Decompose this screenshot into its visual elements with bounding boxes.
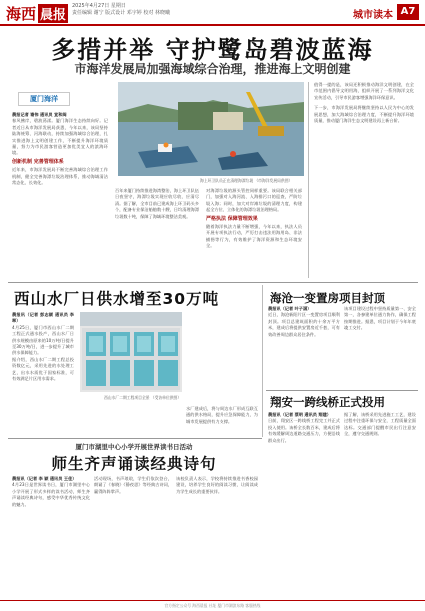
bridge-byline: 晨报讯（记者 蔡明 通讯员 翔建） [268, 412, 331, 417]
newspaper-logo [6, 3, 68, 24]
section-title: 城市读本 [353, 10, 393, 21]
lead-text-1b: 近年来，市海洋发展局不断完善海域综合治理工作机制，健全完善海漂垃圾治理体系，推动海域清洁常态化、长效化。 [12, 167, 108, 186]
port-text-2: 该项目建设过程中坚持质量第一、安全第一，各参建单位通力协作，确保工程按期推进。据悉，项目计划于今年年底竣工交付。 [344, 306, 416, 331]
port-headline: 海沧一变置房项目封顶 [270, 291, 385, 305]
bridge-text-2: 据了解，该桥采用先进施工工艺，建设过程中注重环保与安全，工程质量全面达标。交通部门提醒市民出行注意安全，遵守交通规则。 [344, 412, 416, 437]
lead-headline: 多措并举 守护鹭岛碧波蓝海 [51, 36, 374, 64]
lead-photo-caption: 海上环卫队员正在清理海漂垃圾 （市海洋发展局供图） [200, 178, 293, 183]
bridge-text-1: 日前，翔安区一跨线桥工程完工并正式投入使用。该桥全长数百米，建成后将有效缓解周边道路交通压力，方便沿线群众出行。 [268, 418, 340, 443]
water-plant-photo [80, 312, 182, 392]
water-photo-caption: 西山水厂二期工程项目全景 （受访单位供图） [104, 395, 182, 400]
issue-date: 2025年4月27日 星期日 [72, 3, 126, 9]
poetry-column-2 [94, 476, 172, 596]
port-column-2 [344, 306, 416, 388]
lead-byline: 晨报记者 谢伟 通讯员 宣和闽 [12, 112, 67, 117]
column-divider [308, 82, 309, 278]
lead-text-4: 值得一提的是，该局还积极推动海洋文明创建，在全市范围内倡导文明用海，组织开展了一系列海洋文化宣传活动，引导市民游客增强海洋环保意识。 [314, 82, 414, 100]
water-text-1: 4月25日，厦门市西山水厂二期工程正式通水投产，西山水厂日供水规模由原来的10万吨/日提升至30万吨/日，进一步提升了城市供水保障能力。 [12, 324, 74, 356]
port-text-1: 近日，海沧新阳片区一变置房项目顺利封顶。项目总建筑面积约十余万平方米，建成后将提供安置房近千套，可有效改善周边群众居住条件。 [268, 312, 340, 337]
poetry-kicker: 厦门市湖里中心小学开展世界读书日活动 [75, 443, 193, 451]
masthead [0, 0, 425, 26]
logo-box: 晨报 [38, 4, 68, 23]
bridge-column-2 [344, 412, 416, 596]
water-text-3: 水厂建成后，将与周边水厂形成互联互通的供水格局，提升应急保障能力，为城市发展提供有力支撑。 [186, 406, 258, 424]
bridge-headline: 翔安一跨线桥正式投用 [270, 395, 385, 409]
lead-subhead-2: 严格执法 保障管理效果 [206, 215, 258, 222]
lead-text-3b: 随着海洋执法力量不断增强，今年以来，执法人员开展专项执法行动，严厉打击违法用海用岛、非法捕捞等行为，有效维护了海洋资源和生态环境安全。 [206, 224, 302, 249]
water-column-1 [12, 312, 74, 434]
logo-text: 海西 [6, 5, 37, 23]
water-text-2: 据介绍，西山水厂二期工程总投资数亿元，采用先进的水处理工艺，出水水质优于国家标准，可有效满足片区用水需求。 [12, 356, 74, 382]
lead-column-4 [314, 82, 414, 278]
poetry-text-1: 4月23日是世界读书日，厦门市湖里中心小学开展了形式多样的读书活动，师生齐声诵读经典诗句，感受中华优秀传统文化的魅力。 [12, 482, 90, 507]
poetry-text-2: 活动现场，书声琅琅，学生们依次登台，朗诵了《春晓》《静夜思》等经典古诗词，赢得阵阵掌声。 [94, 476, 172, 494]
lead-subheadline: 市海洋发展局加强海域综合治理，推进海上文明创建 [74, 62, 351, 76]
poetry-byline: 晨报讯（记者 李 颖 通讯员 王佳） [12, 476, 77, 481]
poetry-headline: 师生齐声诵读经典诗句 [51, 455, 217, 473]
port-byline: 晨报讯（记者 叶子涵） [268, 306, 312, 311]
water-plant-headline: 西山水厂日供水增至30万吨 [14, 290, 220, 308]
port-column-1 [268, 306, 340, 388]
lead-column-3 [206, 188, 302, 278]
poetry-text-3: 该校负责人表示，学校将持续推进书香校园建设，培养学生良好的阅读习惯，让阅读成为学生成长的重要伙伴。 [176, 476, 258, 494]
xiamen-ocean-badge: 厦门海洋 [18, 92, 70, 106]
masthead-meta [72, 3, 170, 17]
water-tanks-photo [80, 312, 182, 392]
bridge-column-1 [268, 412, 340, 596]
section-rule-2 [8, 438, 262, 439]
lead-text-4b: 下一步，市海洋发展局将继续坚持以人民为中心的发展思想，加大海域综合治理力度，不断提升海洋环境质量，推动厦门海洋生态文明建设再上新台阶。 [314, 105, 414, 124]
editor-credits: 责任编辑 谢宁 版式设计 邓宇婷 校对 林晓曦 [72, 10, 170, 16]
page-number: A7 [397, 4, 419, 20]
section-rule-1 [8, 282, 418, 283]
harbor-cleanup-photo [118, 82, 304, 176]
poetry-column-3 [176, 476, 258, 596]
lead-column-1 [12, 112, 108, 278]
water-column-3 [186, 406, 258, 436]
section-rule-port [266, 390, 418, 391]
poetry-column-1 [12, 476, 90, 596]
lead-text-2: 百年来厦门持续推进海湾整治，海上环卫队伍日夜坚守，海漂垃圾实现应收尽收、应清尽清。据了解，全市目前已建成海上环卫码头多个，配备专业保洁船舶数十艘，日均清理海漂垃圾数十吨，保障了海域环境整洁美观。 [115, 188, 199, 219]
lead-subhead-1: 创新机制 完善管理体系 [12, 158, 64, 165]
lead-photo [118, 82, 304, 176]
lead-column-2 [115, 188, 199, 278]
page-footer: 官方指定公众号 海西晨报 社址 厦门市湖滨东路 客服热线 [0, 600, 425, 611]
water-byline: 晨报讯（记者 彭志颖 通讯员 李翠） [12, 312, 74, 324]
lead-text-1: 春风拂岸，碧波荡漾。厦门海洋生态持续向好。记者近日从市海洋发展局获悉，今年以来，该局坚持陆海统筹、河海联动，持续加强海域综合治理，扎实推进海上文明创建工作，不断提升海洋环境质量，努力为市民游客营造更加优美宜人的滨海环境。 [12, 118, 108, 156]
lead-text-3: 对海漂垃圾的源头管控同样重要。该局联合相关部门，加强对入海河流、入海排污口的巡查，严防垃圾入海；同时，加大对岸滩垃圾的清理力度，构建起全方位、立体化的海漂垃圾治理格局。 [206, 188, 302, 213]
column-divider-2 [262, 285, 263, 437]
